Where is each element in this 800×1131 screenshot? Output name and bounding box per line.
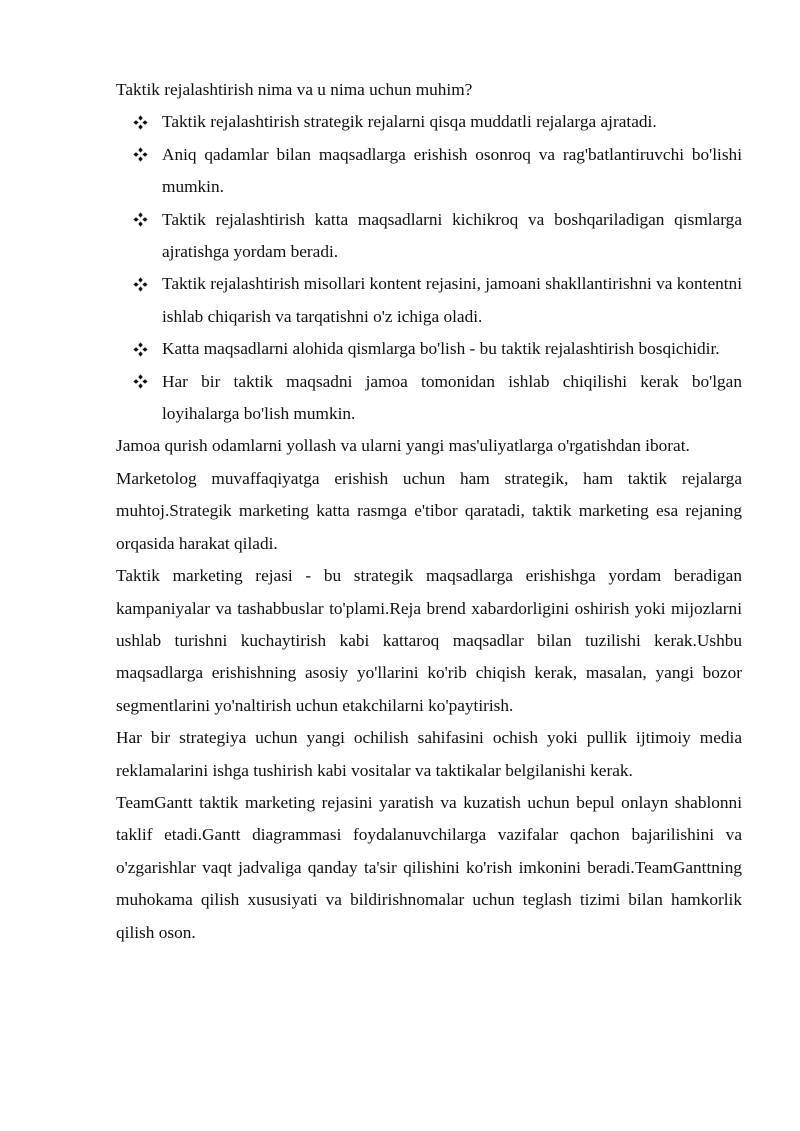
bullet-item	[162, 333, 742, 365]
paragraph: Marketolog muvaffaqiyatga erishish uchun ham strategik, ham taktik rejalarga muhtoj.Strategik marketing katta rasmga e'tibor qaratadi, taktik marketing esa rejaning orqasida harakat qiladi.	[116, 468, 742, 553]
paragraph: Har bir strategiya uchun yangi ochilish sahifasini ochish yoki pullik ijtimoiy media reklamalarini ishga tushirish kabi vositalar va taktikalar belgilanishi kerak.	[116, 728, 742, 780]
four-diamond-bullet-icon	[130, 268, 150, 300]
paragraph: Jamoa qurish odamlarni yollash va ularni yangi mas'uliyatlarga o'rgatishdan iborat.	[116, 436, 690, 456]
bullet-item	[162, 106, 742, 138]
paragraph: Taktik marketing rejasi - bu strategik maqsadlarga erishishga yordam beradigan kampaniyalar va tashabbuslar to'plami.Reja brend xabardorligini oshirish yoki mijozlarni ushlab turishni kuchaytirish kabi kattaroq maqsadlar bilan tuzilishi kerak.Ushbu maqsadlarga erishishning asosiy yo'llarini ko'rib chiqish kerak, masalan, yangi bozor segmentlarini yo'naltirish uchun etakchilarni ko'paytirish.	[116, 566, 742, 715]
paragraph: TeamGantt taktik marketing rejasini yaratish va kuzatish uchun bepul onlayn shablonni taklif etadi.Gantt diagrammasi foydalanuvchilarga vazifalar qachon bajarilishini va o'zgarishlar vaqt jadvaliga qanday ta'sir qilishini ko'rish imkonini beradi.TeamGanttning muhokama qilish xususiyati va bildirishnomalar uchun teglash tizimi bilan hamkorlik qilish oson.	[116, 792, 742, 942]
bullet-text: Taktik rejalashtirish misollari kontent rejasini, jamoani shakllantirishni va kontentni ishlab chiqarish va tarqatishni o'z ichiga oladi.	[162, 274, 742, 326]
four-diamond-bullet-icon	[130, 366, 150, 398]
bullet-item	[162, 268, 742, 333]
four-diamond-bullet-icon	[130, 106, 150, 138]
section-heading: Taktik rejalashtirish nima va u nima uchun muhim?	[116, 80, 473, 99]
four-diamond-bullet-icon	[130, 139, 150, 171]
bullet-text: Taktik rejalashtirish strategik rejalarni qisqa muddatli rejalarga ajratadi.	[162, 112, 657, 132]
bullet-item	[162, 204, 742, 269]
four-diamond-bullet-icon	[130, 333, 150, 365]
four-diamond-bullet-icon	[130, 204, 150, 236]
document-content	[116, 74, 742, 949]
bullet-list	[116, 106, 742, 430]
bullet-text: Aniq qadamlar bilan maqsadlarga erishish osonroq va rag'batlantiruvchi bo'lishi mumkin.	[162, 144, 742, 197]
bullet-text: Taktik rejalashtirish katta maqsadlarni kichikroq va boshqariladigan qismlarga ajratishga yordam beradi.	[162, 209, 742, 262]
bullet-text: Katta maqsadlarni alohida qismlarga bo'lish - bu taktik rejalashtirish bosqichidir.	[162, 339, 720, 359]
bullet-text: Har bir taktik maqsadni jamoa tomonidan ishlab chiqilishi kerak bo'lgan loyihalarga bo'lish mumkin.	[162, 371, 742, 424]
bullet-item	[162, 366, 742, 431]
bullet-item	[162, 139, 742, 204]
